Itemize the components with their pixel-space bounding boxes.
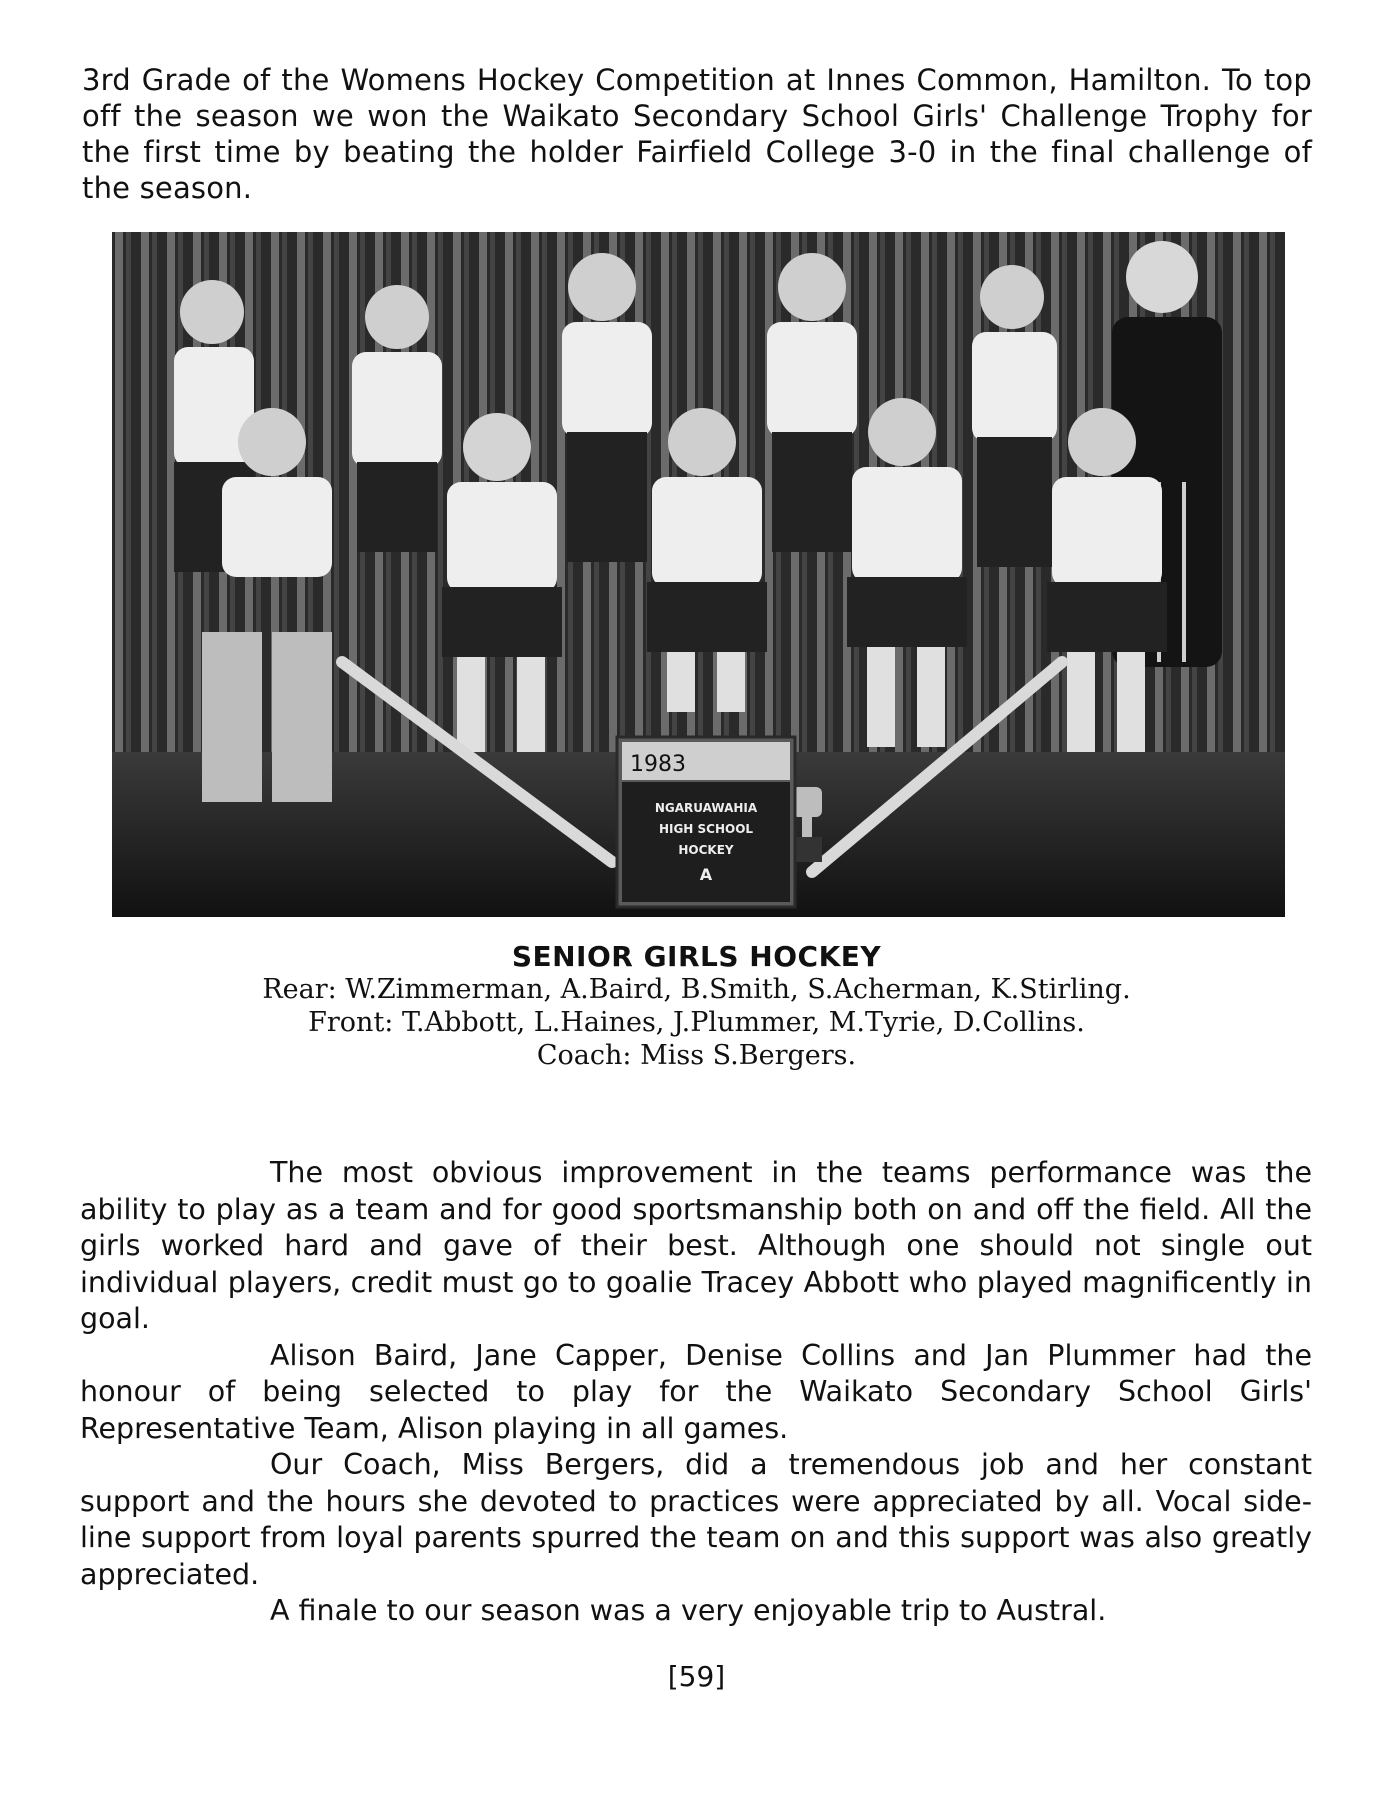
intro-paragraph <box>82 62 1312 206</box>
page-number: [59] <box>667 1660 726 1693</box>
caption-rear: Rear: W.Zimmerman, A.Baird, B.Smith, S.Acherman, K.Stirling. <box>262 974 1131 1005</box>
caption-front: Front: T.Abbott, L.Haines, J.Plummer, M.Tyrie, D.Collins. <box>308 1007 1085 1038</box>
letter-board <box>617 737 795 907</box>
board-line-4: A <box>699 865 713 884</box>
board-line-3: HOCKEY <box>678 843 734 857</box>
body-paragraph: The most obvious improvement in the teams performance was the ability to play as a team and for good sportsmanship both on and off the field. All the girls worked hard and gave of their best. Although one should not single out individual players, credit must go to goalie Tracey Abbott who played magnificently in goal. <box>80 1156 1312 1335</box>
team-photo <box>112 232 1285 917</box>
caption-coach: Coach: Miss S.Bergers. <box>536 1040 857 1071</box>
board-year: 1983 <box>630 752 686 777</box>
body-paragraph: Alison Baird, Jane Capper, Denise Collins and Jan Plummer had the honour of being selected to play for the Waikato Secondary School Girls' Representative Team, Alison playing in all games. <box>80 1338 1312 1445</box>
photo-caption <box>0 940 1393 1072</box>
caption-title: SENIOR GIRLS HOCKEY <box>511 940 882 973</box>
body-text <box>80 1155 1312 1630</box>
board-line-1: NGARUAWAHIA <box>654 801 758 815</box>
body-paragraph: A finale to our season was a very enjoyable trip to Austral. <box>270 1594 1107 1627</box>
board-line-2: HIGH SCHOOL <box>658 822 754 836</box>
body-paragraph: Our Coach, Miss Bergers, did a tremendous job and her constant support and the hours she devoted to practices were appreciated by all. Vocal side-line support from loyal parents spurred the team on and this support was also greatly appreciated. <box>80 1448 1312 1591</box>
player-rear-4 <box>767 253 857 552</box>
intro-text: 3rd Grade of the Womens Hockey Competition at Innes Common, Hamilton. To top off the season we won the Waikato Secondary School Girls' Challenge Trophy for the first time by beating the holder Fairfield College 3-0 in the final challenge of the season. <box>82 63 1312 205</box>
